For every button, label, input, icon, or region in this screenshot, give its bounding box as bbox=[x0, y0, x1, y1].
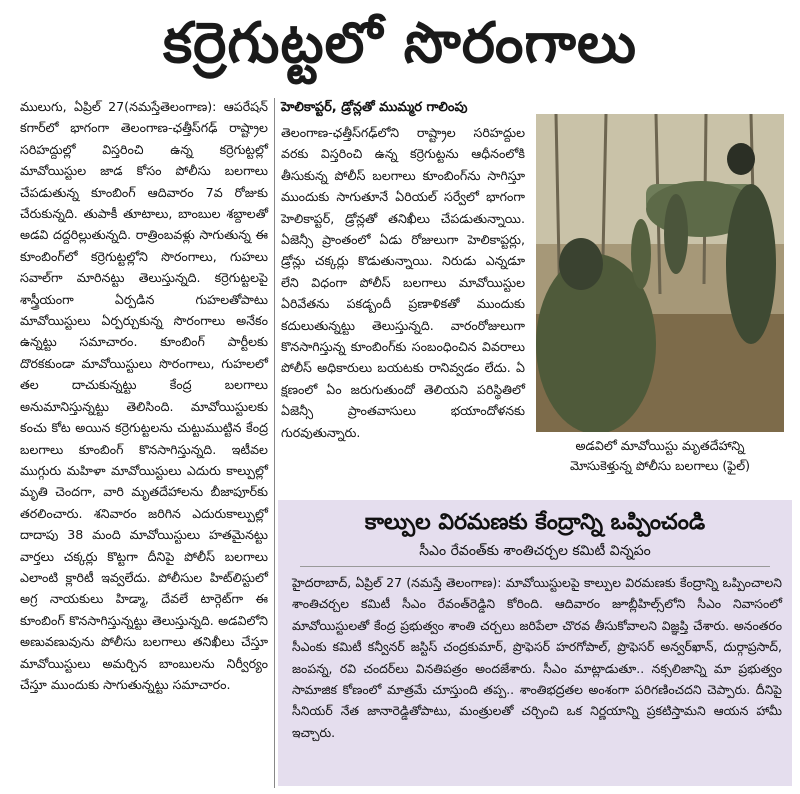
left-column-article bbox=[20, 96, 268, 695]
photo-caption bbox=[536, 436, 784, 476]
photo-caption-line: అడవిలో మావోయిస్టు మృతదేహాన్ని bbox=[575, 438, 745, 453]
middle-column-paragraph: తెలంగాణ-ఛత్తీస్‌గఢ్‌లోని రాష్ట్రాల సరిహద్దుల వరకు విస్తరించి ఉన్న కర్రెగుట్టను ఆధీనంలోకి తీసుకున్న పోలీస్ బలగాలు కూంబింగ్‌ను సాగిస్తూ ముందుకు సాగుతూనే ఏరియల్ సర్వేలో భాగంగా హెలికాప్టర్, డ్రోన్లతో తనిఖీలు చేపడుతున్నాయి. ఏజెన్సీ ప్రాంతంలో ఏడు రోజులుగా హెలికాప్టర్లు, డ్రోన్లు చక్కర్లు కొడుతున్నాయి. నిరుడు ఎన్నడూ లేని విధంగా పోలీస్ బలగాలు మావోయిస్టుల ఏరివేతను పకడ్బందీ ప్రణాళికతో ముందుకు కదులుతున్నట్టు తెలుస్తున్నది. వారంరోజులుగా కొనసాగిస్తున్న కూంబింగ్‌కు సంబంధించిన వివరాలు పోలీస్ అధికారులు బయటకు రానివ్వడం లేదు. ఏ క్షణంలో ఏం జరుగుతుందో తెలియని పరిస్థితిలో ఏజెన్సీ ప్రాంతవాసులు భయాందోళనకు గురవుతున్నారు. bbox=[281, 125, 525, 440]
boxed-story-subhead: సీఎం రేవంత్‌కు శాంతిచర్చల కమిటీ విన్నపం bbox=[419, 543, 651, 559]
column-divider bbox=[274, 98, 275, 788]
photo-caption-line: మోసుకెళ్తున్న పోలీసు బలగాలు (ఫైల్) bbox=[569, 458, 751, 473]
news-photo bbox=[536, 114, 784, 432]
middle-column-article bbox=[281, 122, 525, 443]
boxed-story-body: హైదరాబాద్, ఏప్రిల్ 27 (నమస్తే తెలంగాణ): మావోయిస్టులపై కాల్పుల విరమణకు కేంద్రాన్ని ఒప్పించాలని శాంతిచర్చల కమిటీ సీఎం రేవంత్‌రెడ్డిని కోరింది. ఆదివారం జూబ్లీహిల్స్‌లోని సీఎం నివాసంలో మావోయిస్టులతో కేంద్ర ప్రభుత్వం శాంతి చర్చలు జరిపేలా చొరవ తీసుకోవాలని విజ్ఞప్తి చేశారు. అనంతరం సీఎంకు కమిటీ కన్వీనర్ జస్టిస్ చంద్రకుమార్, ప్రొఫెసర్ హరగోపాల్, ప్రొఫెసర్ అన్వర్‌ఖాన్, దుర్గాప్రసాద్, జంపన్న, రవి చందర్‌లు వినతిపత్రం అందజేశారు. సీఎం మాట్లాడుతూ.. నక్సలిజాన్ని మా ప్రభుత్వం సామాజిక కోణంలో మాత్రమే చూస్తుంది తప్ప.. శాంతిభద్రతల అంశంగా పరిగణించదని చెప్పారు. దీనిపై సీనియర్ నేత జానారెడ్డితోపాటు, మంత్రులతో చర్చించి ఒక నిర్ణయాన్ని ప్రకటిస్తామని ఆయన హామీ ఇచ్చారు. bbox=[292, 575, 782, 740]
headline: కర్రెగుట్టలో సొరంగాలు bbox=[162, 11, 638, 76]
middle-column-subhead: హెలికాప్టర్, డ్రోన్లతో ముమ్మర గాలింపు bbox=[281, 100, 468, 115]
forest-soldiers-illustration bbox=[536, 114, 784, 432]
boxed-story-divider bbox=[300, 566, 770, 567]
left-column-paragraph: ములుగు, ఏప్రిల్ 27(నమస్తేతెలంగాణ): ఆపరేషన్ కగార్‌లో భాగంగా తెలంగాణ-ఛత్తీస్‌గఢ్ రాష్ట్రాల సరిహద్దుల్లో విస్తరించి ఉన్న కర్రెగుట్టల్లో మావోయిస్టుల జాడ కోసం పోలీసు బలగాలు చేపడుతున్న కూంబింగ్ ఆదివారం 7వ రోజుకు చేరుకున్నది. తుపాకీ తూటాలు, బాంబుల శబ్దాలతో అడవి దద్దరిల్లుతున్నది. రాత్రింబవళ్లు సాగుతున్న ఈ కూంబింగ్‌లో కర్రెగుట్టల్లోని సొరంగాలు, గుహలు సవాల్‌గా మారినట్టు తెలుస్తున్నది. కర్రెగుట్టలపై శాస్త్రీయంగా ఏర్పడిన గుహలతోపాటు మావోయిస్టులు ఏర్పర్చుకున్న సొరంగాలు అనేకం ఉన్నట్టు సమాచారం. కూంబింగ్ పార్టీలకు దొరకకుండా మావోయిస్టులు సొరంగాలు, గుహలలో తల దాచుకున్నట్టు కేంద్ర బలగాలు అనుమానిస్తున్నట్టు తెలిసింది. మావోయిస్టులకు కంచు కోట అయిన కర్రెగుట్టలను చుట్టుముట్టిన కేంద్ర బలగాలు కూంబింగ్ కొనసాగిస్తున్నది. ఇటీవల ముగ్గురు మహిళా మావోయిస్టులు ఎదురు కాల్పుల్లో మృతి చెందగా, వారి మృతదేహాలను బీజాపూర్‌కు తరలించారు. శనివారం జరిగిన ఎదురుకాల్పుల్లో దాదాపు 38 మంది మావోయిస్టులు హతమైనట్టు వార్తలు చక్కర్లు కొట్టగా దీనిపై పోలీస్ బలగాలు ఎలాంటి క్లారిటీ ఇవ్వలేదు. పోలీసుల హిట్‌లిస్టులో అగ్ర నాయకులు హిడ్మా, దేవలే టార్గెట్‌గా ఈ కూంబింగ్ కొనసాగిస్తున్నట్టు తెలుస్తున్నది. అడవిలోని అణువణువును పోలీసు బలగాలు తనిఖీలు చేస్తూ మావోయిస్టులు అమర్చిన బాంబులను నిర్వీర్యం చేస్తూ ముందుకు సాగుతున్నట్టు సమాచారం. bbox=[20, 99, 268, 692]
boxed-story-headline: కాల్పుల విరమణకు కేంద్రాన్ని ఒప్పించండి bbox=[364, 510, 706, 535]
